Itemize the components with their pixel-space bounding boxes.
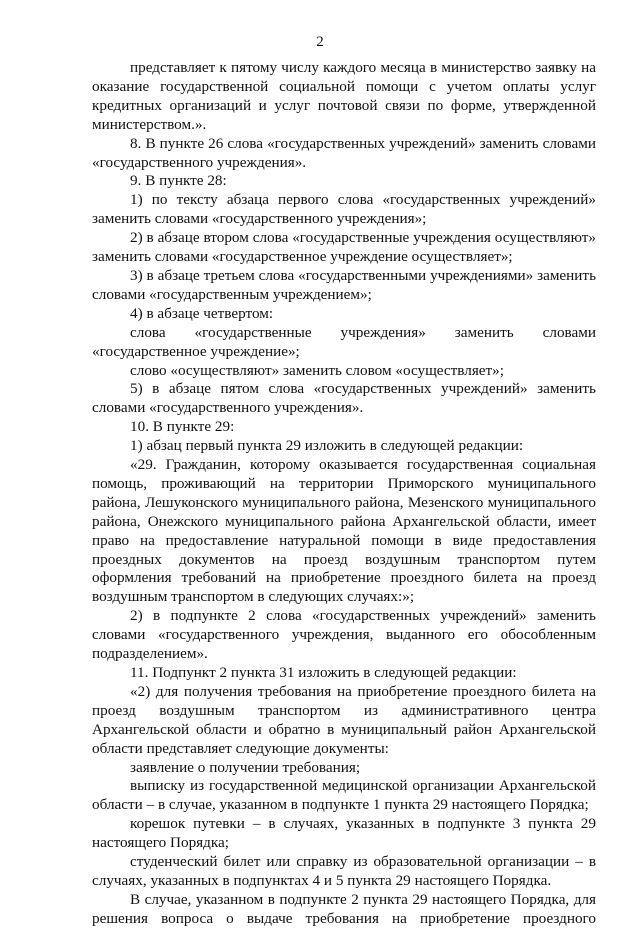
paragraph: заявление о получении требования;: [130, 758, 361, 776]
paragraph: корешок путевки – в случаях, указанных в подпункте 3 пункта 29 настоящего Порядка;: [92, 815, 596, 852]
page-number: 2: [316, 34, 324, 50]
paragraph: 1) по тексту абзаца первого слова «государственных учреждений» заменить словами «государственного учреждения»;: [92, 191, 596, 228]
paragraph: слова «государственные учреждения» заменить словами «государственное учреждение»;: [92, 323, 596, 360]
paragraph: В случае, указанном в подпункте 2 пункта 29 настоящего Порядка, для решения вопроса о выдаче требования на приобретение проездного: [92, 890, 596, 927]
paragraph: 3) в абзаце третьем слова «государственными учреждениями» заменить словами «государственным учреждением»;: [92, 266, 596, 303]
paragraph: 5) в абзаце пятом слова «государственных учреждений» заменить словами «государственного учреждения».: [92, 380, 596, 417]
paragraph: 2) в абзаце втором слова «государственные учреждения осуществляют» заменить словами «государственное учреждение осуществляет»;: [92, 229, 596, 266]
paragraph: студенческий билет или справку из образовательной организации – в случаях, указанных в подпунктах 4 и 5 пункта 29 настоящего Порядка.: [92, 853, 596, 889]
paragraph: 2) в подпункте 2 слова «государственных учреждений» заменить словами «государственного учреждения, выданного его обособленным подразделением».: [92, 607, 596, 663]
paragraph: «2) для получения требования на приобретение проездного билета на проезд воздушным транспортом из административного центра Архангельской области и обратно в муниципальный район Архангельской области представляет следующие документы:: [92, 682, 596, 757]
document-body: [92, 59, 596, 929]
paragraph: 9. В пункте 28:: [130, 172, 227, 190]
paragraph: слово «осуществляют» заменить словом «осуществляет»;: [130, 361, 504, 379]
paragraph: 1) абзац первый пункта 29 изложить в следующей редакции:: [130, 437, 524, 455]
paragraph: 10. В пункте 29:: [130, 418, 235, 436]
paragraph: 4) в абзаце четвертом:: [130, 304, 274, 322]
paragraph: выписку из государственной медицинской организации Архангельской области – в случае, указанном в подпункте 1 пункта 29 настоящего Порядка;: [92, 777, 596, 814]
paragraph: 8. В пункте 26 слова «государственных учреждений» заменить словами «государственного учреждения».: [92, 134, 596, 171]
paragraph: представляет к пятому числу каждого месяца в министерство заявку на оказание государственной социальной помощи с учетом оплаты услуг кредитных организаций и услуг почтовой связи по форме, утвержденной министерством.».: [92, 59, 596, 133]
paragraph: 11. Подпункт 2 пункта 31 изложить в следующей редакции:: [130, 664, 517, 681]
paragraph: «29. Гражданин, которому оказывается государственная социальная помощь, проживающий на территории Приморского муниципального района, Лешуконского муниципального района, Мезенского муниципального района, Онежского муниципального района Архангельской области, имеет право на предоставление натуральной помощи в виде предоставления проездных документов на проезд воздушным транспортом путем оформления требований на приобретение проездного билета на проезд воздушным транспортом в следующих случаях:»;: [92, 456, 596, 606]
